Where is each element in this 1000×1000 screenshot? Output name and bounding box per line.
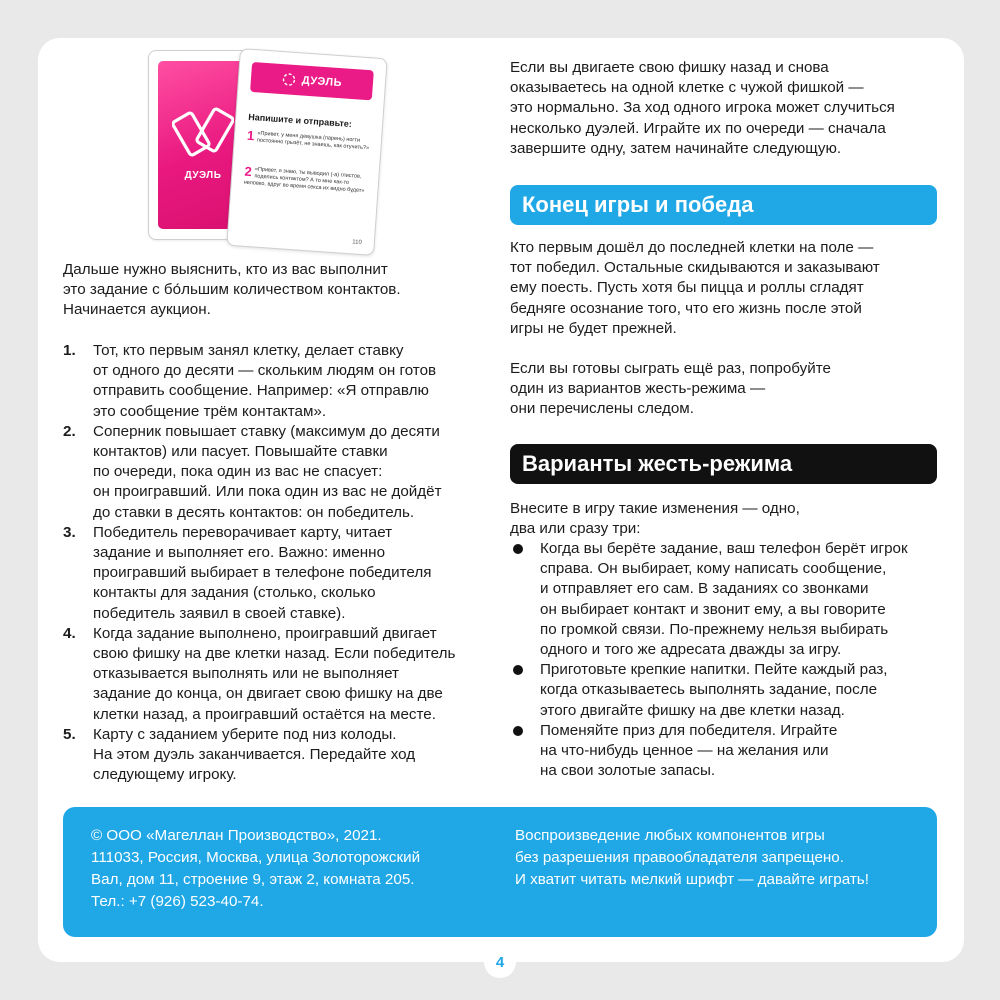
bullet-icon	[513, 544, 523, 554]
auction-intro: Дальше нужно выяснить, кто из вас выполнит это задание с бо́льшим количеством контактов. Начинается аукцион.	[63, 261, 401, 319]
list-item: 4. Когда задание выполнено, проигравший двигает свою фишку на две клетки назад. Если победитель отказывается выполнять или не выполняет задание до конца, он двигает свою фишку на две клетки назад, а проигравший остаётся на месте.	[63, 624, 456, 723]
card-item: 2 «Привет, я знаю, ты выводил (-а) глистов, поделись контактом? А то мне как-то неловко, вдруг во время секса их видно будет»	[243, 163, 365, 195]
card-item: 1 «Привет, у меня девушка (парень) ногти постоянно грызёт, не знаешь, как отучить?»	[246, 127, 370, 152]
publisher-info: © ООО «Магеллан Производство», 2021. 111033, Россия, Москва, улица Золоторожский Вал, дом 11, строение 9, этаж 2, комната 205. Тел.: +7 (926) 523-40-74.	[91, 827, 421, 910]
duel-icon	[281, 72, 296, 87]
list-item: 2. Соперник повышает ставку (максимум до десяти контактов) или пасует. Повышайте ставки по очереди, пока один из вас не спасует: он проигравший. Или пока один из вас не дойдёт до ставки в десять контактов: он победитель.	[63, 422, 442, 521]
card-header	[250, 62, 374, 100]
page-number: 4	[484, 946, 516, 978]
bullet-icon	[513, 665, 523, 675]
list-item: Приготовьте крепкие напитки. Пейте каждый раз, когда отказываетесь выполнять задание, после этого двигайте фишку на две клетки назад.	[510, 660, 940, 721]
bullet-icon	[513, 726, 523, 736]
copyright-footer	[63, 807, 937, 937]
auction-steps	[63, 341, 493, 785]
duel-card-illustration	[148, 50, 388, 255]
phones-icon	[172, 101, 234, 163]
section-heading-hardcore: Варианты жесть-режима	[510, 444, 937, 484]
list-item: Когда вы берёте задание, ваш телефон берёт игрок справа. Он выбирает, кому написать сообщение, и отправляет его сам. В заданиях со звонками он выбирает контакт и звонит ему, а вы говорите по громкой связи. По-прежнему нельзя выбирать одного и того же адресата дважды за игру.	[510, 539, 940, 660]
card-header-label: ДУЭЛЬ	[301, 74, 343, 90]
list-item: 1. Тот, кто первым занял клетку, делает ставку от одного до десяти — скольким людям он готов отправить сообщение. Например: «Я отправлю это сообщение трём контактам».	[63, 342, 437, 420]
section-heading-game-end: Конец игры и победа	[510, 185, 937, 225]
list-item: Поменяйте приз для победителя. Играйте на что-нибудь ценное — на желания или на свои золотые запасы.	[510, 721, 940, 782]
hardcore-variants	[510, 539, 940, 781]
card-back-label: ДУЭЛЬ	[184, 170, 222, 181]
card-front	[226, 48, 387, 256]
card-page-number: 110	[352, 239, 362, 247]
reproduction-notice: Воспроизведение любых компонентов игры без разрешения правообладателя запрещено. И хватит читать мелкий шрифт — давайте играть!	[515, 827, 869, 888]
list-item: 5. Карту с заданием уберите под низ колоды. На этом дуэль заканчивается. Передайте ход следующему игроку.	[63, 725, 416, 784]
hardcore-intro: Внесите в игру такие изменения — одно, два или сразу три:	[510, 500, 800, 538]
multiple-duels-paragraph: Если вы двигаете свою фишку назад и снова оказываетесь на одной клетке с чужой фишкой — это нормально. За ход одного игрока может случиться несколько дуэлей. Играйте их по очереди — сначала завершите одну, затем начинайте следующую.	[510, 59, 895, 157]
list-item: 3. Победитель переворачивает карту, читает задание и выполняет его. Важно: именно проигравший выбирает в телефоне победителя контакты для задания (столько, сколько победитель заявил в своей ставке).	[63, 523, 432, 622]
card-title: Напишите и отправьте:	[247, 111, 353, 130]
replay-paragraph: Если вы готовы сыграть ещё раз, попробуйте один из вариантов жесть-режима — они перечислены следом.	[510, 360, 831, 418]
victory-paragraph: Кто первым дошёл до последней клетки на поле — тот победил. Остальные скидываются и заказывают ему поесть. Пусть хотя бы пицца и роллы сгладят бедняге осознание того, что его жизнь после этой игры не будет прежней.	[510, 239, 880, 337]
